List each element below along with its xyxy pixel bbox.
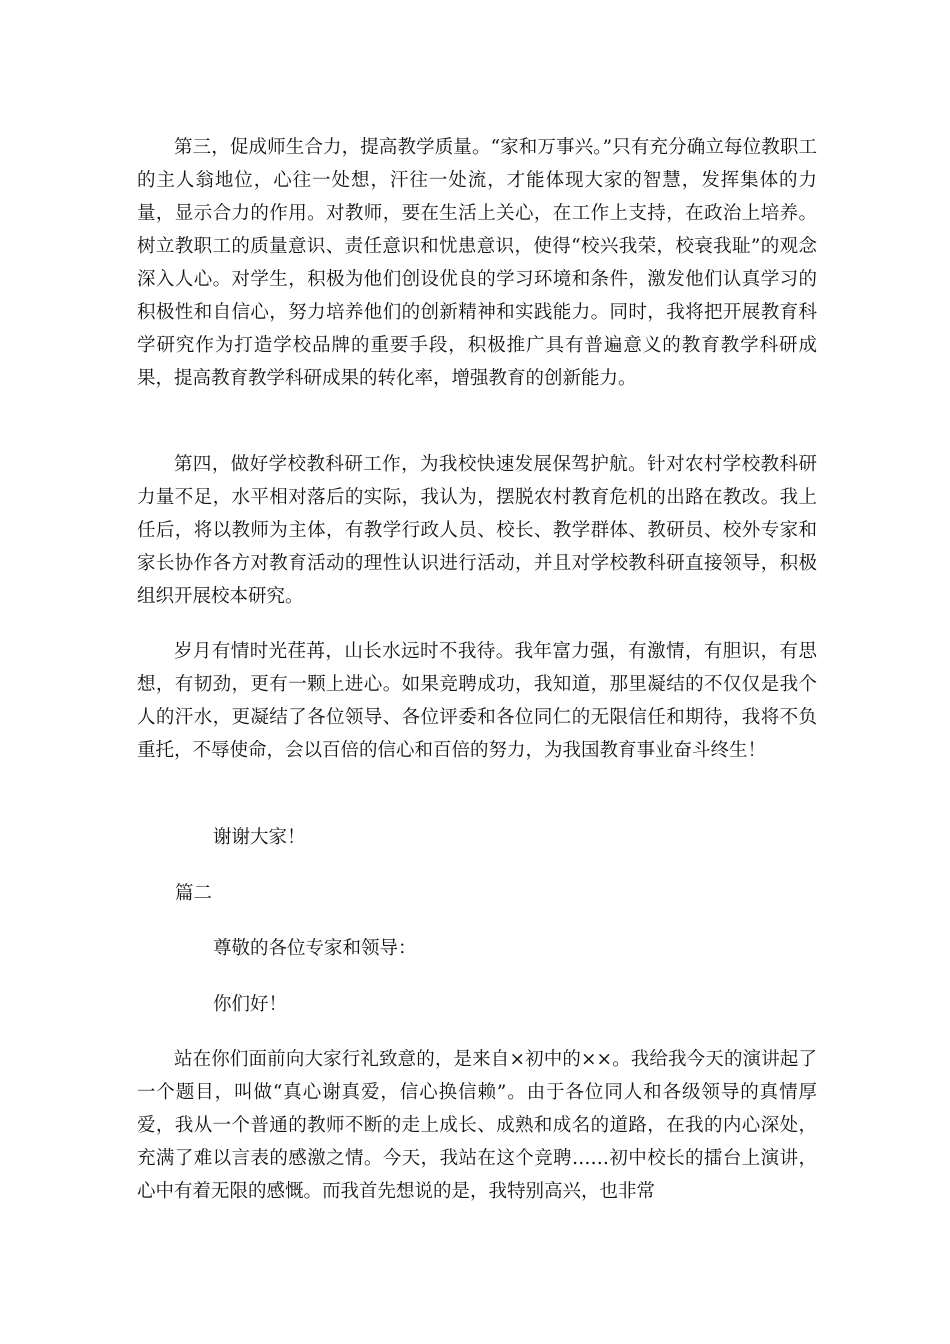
paragraph-third-point: 第三，促成师生合力，提高教学质量。“家和万事兴。”只有充分确立每位教职工的主人翁地位，心往一处想，汗往一处流，才能体现大家的智慧，发挥集体的力量，显示合力的作用。对教师，要在生活上关心，在工作上支持，在政治上培养。树立教职工的质量意识、责任意识和忧患意识，使得“校兴我荣，校衰我耻”的观念深入人心。对学生，积极为他们创设优良的学习环境和条件，激发他们认真学习的积极性和自信心，努力培养他们的创新精神和实践能力。同时，我将把开展教育科学研究作为打造学校品牌的重要手段，积极推广具有普遍意义的教育教学科研成果，提高教育教学科研成果的转化率，增强教育的创新能力。	[137, 137, 817, 389]
thanks-line: 谢谢大家！	[213, 827, 306, 848]
paragraph-fourth-point: 第四，做好学校教科研工作，为我校快速发展保驾护航。针对农村学校教科研力量不足，水平相对落后的实际，我认为，摆脱农村教育危机的出路在教改。我上任后，将以教师为主体，有教学行政人员、校长、教学群体、教研员、校外专家和家长协作各方对教育活动的理性认识进行活动，并且对学校教科研直接领导，积极组织开展校本研究。	[137, 454, 817, 607]
paragraph-speech-intro: 站在你们面前向大家行礼致意的，是来自×初中的××。我给我今天的演讲起了一个题目，叫做“真心谢真爱，信心换信赖”。由于各位同人和各级领导的真情厚爱，我从一个普通的教师不断的走上成长、成熟和成名的道路，在我的内心深处，充满了难以言表的感激之情。今天，我站在这个竞聘……初中校长的擂台上演讲，心中有着无限的感慨。而我首先想说的是，我特别高兴，也非常	[137, 1049, 817, 1202]
paragraph-closing-pledge: 岁月有情时光荏苒，山长水远时不我待。我年富力强，有激情，有胆识，有思想，有韧劲，更有一颗上进心。如果竞聘成功，我知道，那里凝结的不仅仅是我个人的汗水，更凝结了各位领导、各位评委和各位同仁的无限信任和期待，我将不负重托，不辱使命，会以百倍的信心和百倍的努力，为我国教育事业奋斗终生！	[137, 641, 817, 761]
greeting-line: 你们好！	[213, 994, 288, 1015]
salutation-line: 尊敬的各位专家和领导：	[213, 938, 417, 959]
section-heading: 篇二	[175, 883, 213, 904]
